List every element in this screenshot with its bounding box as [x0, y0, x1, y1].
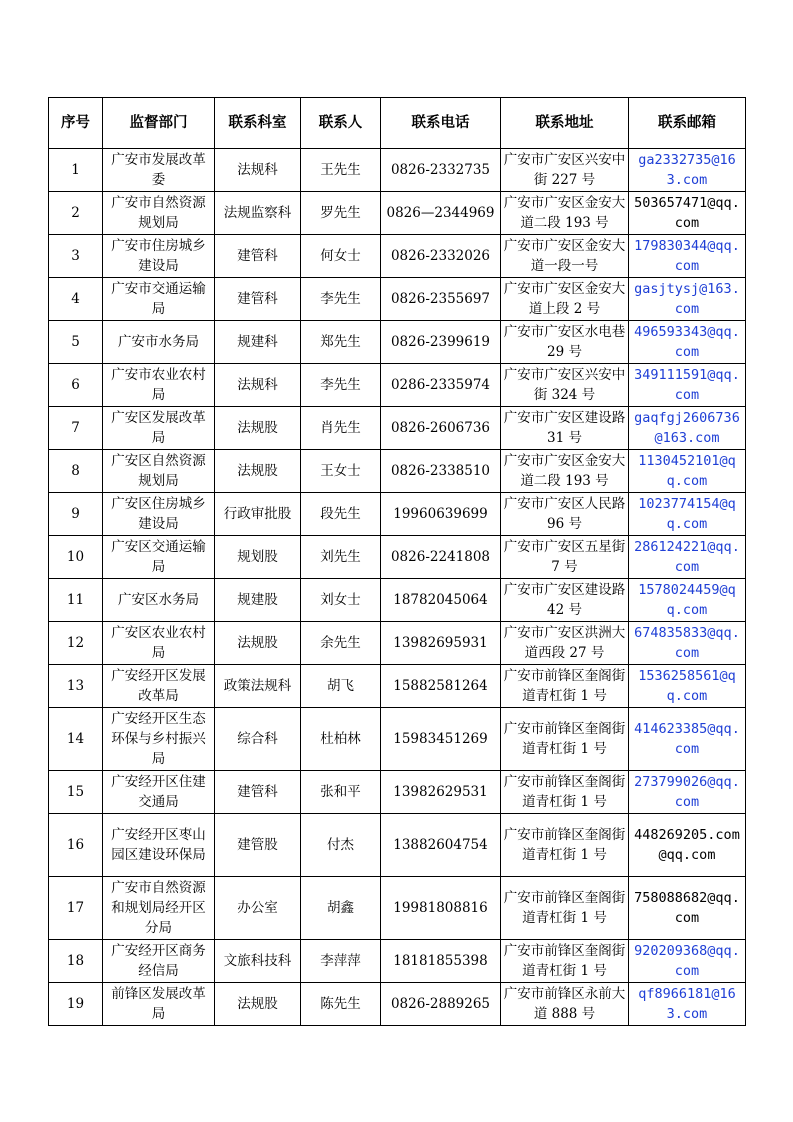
contact-person-cell: 胡鑫 — [301, 877, 381, 940]
department-cell: 广安经开区生态环保与乡村振兴局 — [103, 708, 215, 771]
address-cell: 广安市广安区兴安中街 227 号 — [501, 149, 629, 192]
phone-cell: 0826—2344969 — [381, 192, 501, 235]
table-row — [49, 407, 746, 450]
email-cell[interactable]: qf8966181@163.com — [629, 983, 746, 1026]
email-cell: 758088682@qq.com — [629, 877, 746, 940]
email-cell[interactable]: gaqfgj2606736@163.com — [629, 407, 746, 450]
table-row — [49, 877, 746, 940]
contact-person-cell: 李先生 — [301, 278, 381, 321]
table-row — [49, 665, 746, 708]
department-cell: 广安经开区商务经信局 — [103, 940, 215, 983]
office-cell: 法规股 — [215, 407, 301, 450]
email-cell[interactable]: 1536258561@qq.com — [629, 665, 746, 708]
phone-cell: 19960639699 — [381, 493, 501, 536]
contact-person-cell: 刘先生 — [301, 536, 381, 579]
row-number: 9 — [49, 493, 103, 536]
contact-person-cell: 李先生 — [301, 364, 381, 407]
table-row — [49, 708, 746, 771]
address-cell: 广安市广安区金安大道二段 193 号 — [501, 192, 629, 235]
phone-cell: 0826-2606736 — [381, 407, 501, 450]
office-cell: 法规监察科 — [215, 192, 301, 235]
row-number: 5 — [49, 321, 103, 364]
phone-cell: 0826-2338510 — [381, 450, 501, 493]
row-number: 14 — [49, 708, 103, 771]
phone-cell: 0286-2335974 — [381, 364, 501, 407]
address-cell: 广安市广安区金安大道二段 193 号 — [501, 450, 629, 493]
office-cell: 法规股 — [215, 983, 301, 1026]
office-cell: 建管科 — [215, 771, 301, 814]
office-cell: 规建股 — [215, 579, 301, 622]
email-cell[interactable]: 674835833@qq.com — [629, 622, 746, 665]
address-cell: 广安市广安区洪洲大道西段 27 号 — [501, 622, 629, 665]
email-cell[interactable]: 286124221@qq.com — [629, 536, 746, 579]
address-cell: 广安市前锋区奎阁街道青杠街 1 号 — [501, 708, 629, 771]
contact-person-cell: 王女士 — [301, 450, 381, 493]
contact-person-cell: 陈先生 — [301, 983, 381, 1026]
email-cell[interactable]: gasjtysj@163.com — [629, 278, 746, 321]
department-cell: 广安区交通运输局 — [103, 536, 215, 579]
contact-person-cell: 刘女士 — [301, 579, 381, 622]
table-row — [49, 622, 746, 665]
table-row — [49, 235, 746, 278]
row-number: 18 — [49, 940, 103, 983]
address-cell: 广安市前锋区奎阁街道青杠街 1 号 — [501, 940, 629, 983]
email-cell[interactable]: 920209368@qq.com — [629, 940, 746, 983]
email-cell[interactable]: 349111591@qq.com — [629, 364, 746, 407]
address-cell: 广安市广安区金安大道上段 2 号 — [501, 278, 629, 321]
row-number: 17 — [49, 877, 103, 940]
department-cell: 广安市住房城乡建设局 — [103, 235, 215, 278]
header-office: 联系科室 — [215, 98, 301, 149]
email-cell[interactable]: 273799026@qq.com — [629, 771, 746, 814]
row-number: 13 — [49, 665, 103, 708]
email-cell[interactable]: 414623385@qq.com — [629, 708, 746, 771]
department-cell: 广安市自然资源规划局 — [103, 192, 215, 235]
address-cell: 广安市广安区人民路 96 号 — [501, 493, 629, 536]
row-number: 8 — [49, 450, 103, 493]
contact-person-cell: 余先生 — [301, 622, 381, 665]
department-cell: 广安经开区发展改革局 — [103, 665, 215, 708]
row-number: 10 — [49, 536, 103, 579]
office-cell: 综合科 — [215, 708, 301, 771]
phone-cell: 15882581264 — [381, 665, 501, 708]
table-row — [49, 364, 746, 407]
office-cell: 建管科 — [215, 278, 301, 321]
phone-cell: 0826-2399619 — [381, 321, 501, 364]
row-number: 4 — [49, 278, 103, 321]
row-number: 16 — [49, 814, 103, 877]
table-row — [49, 536, 746, 579]
header-dept: 监督部门 — [103, 98, 215, 149]
department-cell: 广安市自然资源和规划局经开区分局 — [103, 877, 215, 940]
email-cell[interactable]: 496593343@qq.com — [629, 321, 746, 364]
contact-person-cell: 何女士 — [301, 235, 381, 278]
address-cell: 广安市前锋区奎阁街道青杠街 1 号 — [501, 814, 629, 877]
table-row — [49, 940, 746, 983]
office-cell: 法规股 — [215, 450, 301, 493]
department-cell: 广安市农业农村局 — [103, 364, 215, 407]
office-cell: 规划股 — [215, 536, 301, 579]
table-row — [49, 983, 746, 1026]
phone-cell: 19981808816 — [381, 877, 501, 940]
contact-person-cell: 王先生 — [301, 149, 381, 192]
address-cell: 广安市广安区建设路 42 号 — [501, 579, 629, 622]
header-person: 联系人 — [301, 98, 381, 149]
contact-person-cell: 段先生 — [301, 493, 381, 536]
contact-person-cell: 郑先生 — [301, 321, 381, 364]
address-cell: 广安市广安区建设路 31 号 — [501, 407, 629, 450]
office-cell: 规建科 — [215, 321, 301, 364]
email-cell[interactable]: 1023774154@qq.com — [629, 493, 746, 536]
row-number: 12 — [49, 622, 103, 665]
contact-person-cell: 胡飞 — [301, 665, 381, 708]
address-cell: 广安市广安区金安大道一段一号 — [501, 235, 629, 278]
email-cell[interactable]: 1130452101@qq.com — [629, 450, 746, 493]
contact-person-cell: 李萍萍 — [301, 940, 381, 983]
department-cell: 广安区水务局 — [103, 579, 215, 622]
address-cell: 广安市广安区兴安中街 324 号 — [501, 364, 629, 407]
address-cell: 广安市前锋区永前大道 888 号 — [501, 983, 629, 1026]
address-cell: 广安市前锋区奎阁街道青杠街 1 号 — [501, 665, 629, 708]
table-row — [49, 192, 746, 235]
row-number: 2 — [49, 192, 103, 235]
table-row — [49, 814, 746, 877]
email-cell[interactable]: ga2332735@163.com — [629, 149, 746, 192]
table-row — [49, 771, 746, 814]
row-number: 15 — [49, 771, 103, 814]
table-row — [49, 149, 746, 192]
table-row — [49, 493, 746, 536]
phone-cell: 0826-2332735 — [381, 149, 501, 192]
email-cell: 503657471@qq.com — [629, 192, 746, 235]
header-row — [49, 98, 746, 149]
phone-cell: 0826-2241808 — [381, 536, 501, 579]
row-number: 19 — [49, 983, 103, 1026]
table-row — [49, 579, 746, 622]
department-cell: 广安经开区枣山园区建设环保局 — [103, 814, 215, 877]
address-cell: 广安市广安区水电巷 29 号 — [501, 321, 629, 364]
row-number: 1 — [49, 149, 103, 192]
table-row — [49, 450, 746, 493]
header-phone: 联系电话 — [381, 98, 501, 149]
department-cell: 广安区发展改革局 — [103, 407, 215, 450]
header-email: 联系邮箱 — [629, 98, 746, 149]
table-row — [49, 278, 746, 321]
address-cell: 广安市广安区五星街 7 号 — [501, 536, 629, 579]
office-cell: 文旅科技科 — [215, 940, 301, 983]
office-cell: 政策法规科 — [215, 665, 301, 708]
address-cell: 广安市前锋区奎阁街道青杠街 1 号 — [501, 877, 629, 940]
office-cell: 办公室 — [215, 877, 301, 940]
contact-person-cell: 张和平 — [301, 771, 381, 814]
phone-cell: 0826-2332026 — [381, 235, 501, 278]
office-cell: 法规股 — [215, 622, 301, 665]
department-cell: 前锋区发展改革局 — [103, 983, 215, 1026]
contact-table — [48, 97, 746, 1026]
header-no: 序号 — [49, 98, 103, 149]
phone-cell: 18782045064 — [381, 579, 501, 622]
phone-cell: 13982695931 — [381, 622, 501, 665]
row-number: 3 — [49, 235, 103, 278]
phone-cell: 0826-2889265 — [381, 983, 501, 1026]
row-number: 7 — [49, 407, 103, 450]
row-number: 6 — [49, 364, 103, 407]
table-row — [49, 321, 746, 364]
department-cell: 广安经开区住建交通局 — [103, 771, 215, 814]
contact-person-cell: 付杰 — [301, 814, 381, 877]
phone-cell: 0826-2355697 — [381, 278, 501, 321]
phone-cell: 13882604754 — [381, 814, 501, 877]
department-cell: 广安市水务局 — [103, 321, 215, 364]
email-cell[interactable]: 179830344@qq.com — [629, 235, 746, 278]
department-cell: 广安市交通运输局 — [103, 278, 215, 321]
phone-cell: 18181855398 — [381, 940, 501, 983]
contact-person-cell: 肖先生 — [301, 407, 381, 450]
department-cell: 广安区自然资源规划局 — [103, 450, 215, 493]
address-cell: 广安市前锋区奎阁街道青杠街 1 号 — [501, 771, 629, 814]
contact-person-cell: 杜柏林 — [301, 708, 381, 771]
department-cell: 广安市发展改革委 — [103, 149, 215, 192]
department-cell: 广安区住房城乡建设局 — [103, 493, 215, 536]
phone-cell: 15983451269 — [381, 708, 501, 771]
department-cell: 广安区农业农村局 — [103, 622, 215, 665]
header-address: 联系地址 — [501, 98, 629, 149]
contact-person-cell: 罗先生 — [301, 192, 381, 235]
office-cell: 建管股 — [215, 814, 301, 877]
email-cell[interactable]: 1578024459@qq.com — [629, 579, 746, 622]
office-cell: 法规科 — [215, 364, 301, 407]
office-cell: 行政审批股 — [215, 493, 301, 536]
phone-cell: 13982629531 — [381, 771, 501, 814]
email-cell: 448269205.com@qq.com — [629, 814, 746, 877]
office-cell: 建管科 — [215, 235, 301, 278]
row-number: 11 — [49, 579, 103, 622]
office-cell: 法规科 — [215, 149, 301, 192]
